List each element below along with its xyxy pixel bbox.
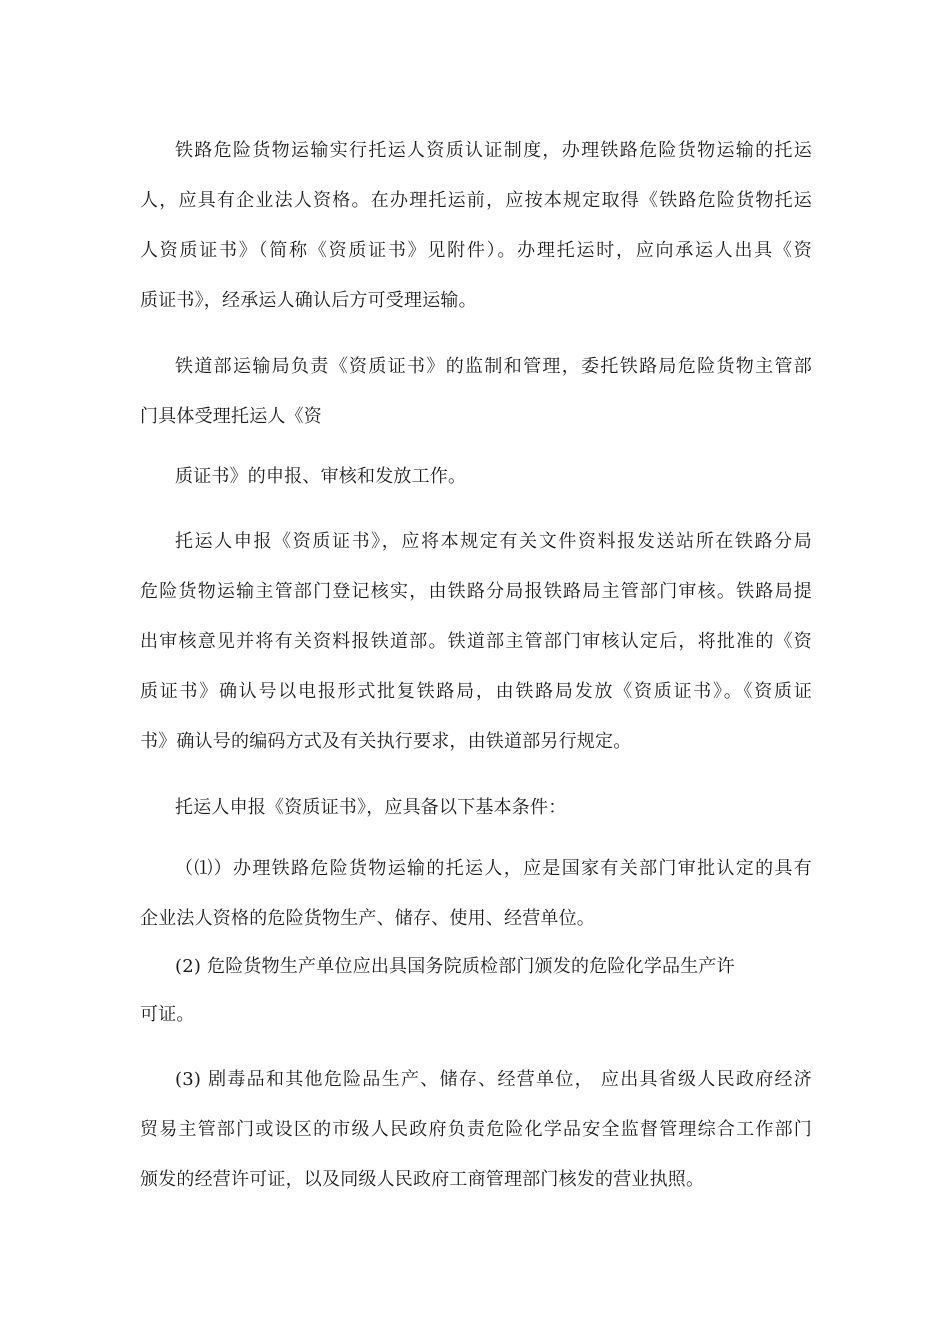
paragraph-2-line-1: 铁道部运输局负责《资质证书》的监制和管理，委托铁路局危险货物主管部 (175, 356, 812, 377)
paragraph-1-line-4: 质证书》，经承运人确认后方可受理运输。 (140, 290, 477, 311)
paragraph-4-line-1: 托运人申报《资质证书》，应将本规定有关文件资料报发送站所在铁路分局 (175, 531, 812, 552)
paragraph-1-line-2: 人，应具有企业法人资格。在办理托运前，应按本规定取得《铁路危险货物托运 (140, 190, 812, 211)
paragraph-3-line-1: 质证书》的申报、审核和发放工作。 (175, 466, 467, 487)
paragraph-4-line-4: 质证书》确认号以电报形式批复铁路局，由铁路局发放《资质证书》。《资质证 (140, 681, 812, 702)
paragraph-7-line-2: 可证。 (140, 1004, 195, 1025)
paragraph-4-line-2: 危险货物运输主管部门登记核实，由铁路分局报铁路局主管部门审核。铁路局提 (140, 581, 812, 602)
paragraph-1-line-3: 人资质证书》（简称《资质证书》见附件）。办理托运时，应向承运人出具《资 (140, 240, 812, 261)
paragraph-8-line-3: 颁发的经营许可证，以及同级人民政府工商管理部门核发的营业执照。 (140, 1169, 705, 1190)
paragraph-4-line-3: 出审核意见并将有关资料报铁道部。铁道部主管部门审核认定后，将批准的《资 (140, 631, 812, 652)
paragraph-8-line-1: (3) 剧毒品和其他危险品生产、储存、经营单位， 应出具省级人民政府经济 (175, 1069, 812, 1090)
paragraph-6-line-2: 企业法人资格的危险货物生产、储存、使用、经营单位。 (140, 908, 595, 929)
paragraph-4-line-5: 书》确认号的编码方式及有关执行要求，由铁道部另行规定。 (140, 731, 632, 752)
paragraph-1-line-1: 铁路危险货物运输实行托运人资质认证制度，办理铁路危险货物运输的托运 (175, 140, 812, 161)
paragraph-7-line-1: (2) 危险货物生产单位应出具国务院质检部门颁发的危险化学品生产许 (175, 956, 735, 977)
paragraph-6-line-1: （⑴）办理铁路危险货物运输的托运人，应是国家有关部门审批认定的具有 (175, 858, 812, 879)
paragraph-5-line-1: 托运人申报《资质证书》，应具备以下基本条件： (175, 797, 567, 818)
paragraph-2-line-2: 门具体受理托运人《资 (140, 406, 322, 427)
paragraph-8-line-2: 贸易主管部门或设区的市级人民政府负责危险化学品安全监督管理综合工作部门 (140, 1119, 812, 1140)
